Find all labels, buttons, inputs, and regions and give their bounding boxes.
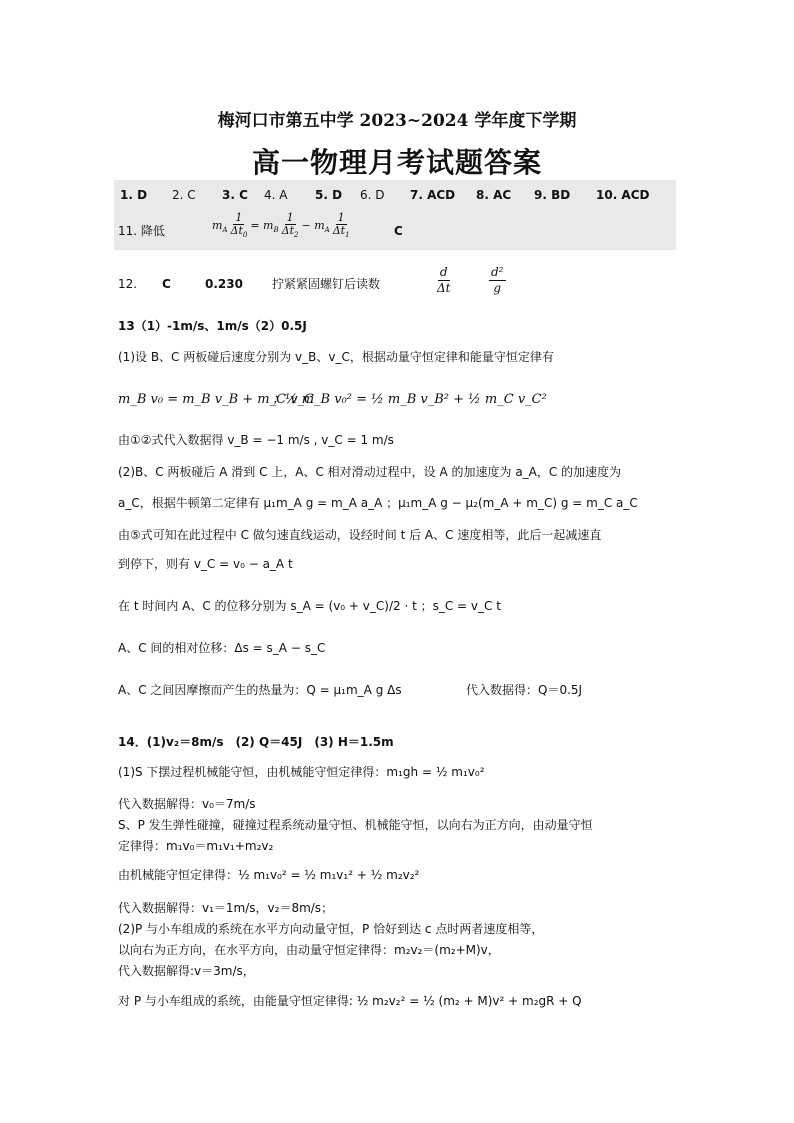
q12-answer-3: 拧紧紧固螺钉后读数 <box>272 277 381 291</box>
q14-p10: 对 P 与小车组成的系统，由能量守恒定律得: ½ m₂v₂² = ½ (m₂ + M)v² + m₂gR + Q <box>118 994 582 1008</box>
q14-p6: 代入数据解得：v₁＝1m/s，v₂＝8m/s； <box>118 901 334 915</box>
q14-summary: 14．(1)v₂＝8m/s (2) Q＝45J (3) H＝1.5m <box>118 735 394 749</box>
q13-p1: (1)设 B、C 两板碰后速度分别为 v_B、v_C，根据动量守恒定律和能量守恒定律有 <box>118 350 554 364</box>
q11-answer: C <box>394 224 403 238</box>
mc-answer-2: 2. C <box>172 188 196 202</box>
q13-p6: 到停下，则有 v_C = v₀ − a_A t <box>118 557 293 571</box>
mc-answer-4: 4. A <box>264 188 288 202</box>
mc-answer-1: 1. D <box>120 188 148 202</box>
q11-label: 11. 降低 <box>118 224 165 238</box>
mc-answer-6: 6. D <box>360 188 385 202</box>
q11-formula: $m_A$ $\frac{1}{\Delta t_0}$ = $m_B$ $\frac{1}{\Delta t_2}$ − $m_A$ $\frac{1}{\Delta t_1}$ <box>212 211 350 240</box>
q14-p9: 代入数据解得:v＝3m/s， <box>118 964 255 978</box>
q14-p4: 定律得：m₁v₀＝m₁v₁+m₂v₂ <box>118 839 274 853</box>
answer-box <box>114 180 676 250</box>
q13-eq1b: ；½ m_B v₀² = ½ m_B v_B² + ½ m_C v_C² <box>272 392 547 407</box>
q13-eq1: m_B v₀ = m_B v_B + m_C v_C <box>118 392 314 407</box>
q13-summary: 13（1）-1m/s、1m/s（2）0.5J <box>118 319 307 333</box>
q13-p3: (2)B、C 两板碰后 A 滑到 C 上，A、C 相对滑动过程中，设 A 的加速度为 a_A，C 的加速度为 <box>118 465 622 479</box>
q13-p5: 由⑤式可知在此过程中 C 做匀速直线运动，设经时间 t 后 A、C 速度相等，此后一起减速直 <box>118 528 602 542</box>
q14-p1: (1)S 下摆过程机械能守恒，由机械能守恒定律得：m₁gh = ½ m₁v₀² <box>118 765 485 779</box>
q12-fraction-1: $\frac{d}{\Delta t}$ <box>437 265 451 295</box>
q12-answer-1: C <box>162 277 171 291</box>
mc-answer-10: 10. ACD <box>596 188 650 202</box>
q12-fraction-2: $\frac{\text{d²}}{g}$ <box>491 265 504 295</box>
page-title-line2: 高一物理月考试题答案 <box>251 146 542 179</box>
q14-p3: S、P 发生弹性碰撞，碰撞过程系统动量守恒、机械能守恒，以向右为正方向，由动量守恒 <box>118 818 593 832</box>
q12-answer-2: 0.230 <box>205 277 243 291</box>
q13-p8: A、C 间的相对位移：Δs = s_A − s_C <box>118 641 326 655</box>
q14-p5: 由机械能守恒定律得：½ m₁v₀² = ½ m₁v₁² + ½ m₂v₂² <box>118 868 420 882</box>
q13-p2: 由①②式代入数据得 v_B = −1 m/s , v_C = 1 m/s <box>118 433 394 447</box>
q14-p8: 以向右为正方向，在水平方向，由动量守恒定律得：m₂v₂＝(m₂+M)v， <box>118 943 500 957</box>
q12-label: 12. <box>118 277 138 291</box>
q13-p9b: 代入数据得：Q＝0.5J <box>466 683 583 697</box>
q13-p4: a_C，根据牛顿第二定律有 μ₁m_A g = m_A a_A ；μ₁m_A g − μ₂(m_A + m_C) g = m_C a_C <box>118 496 638 510</box>
q13-p7: 在 t 时间内 A、C 的位移分别为 s_A = (v₀ + v_C)/2 · t ；s_C = v_C t <box>118 599 501 613</box>
mc-answer-9: 9. BD <box>534 188 571 202</box>
q14-p7: (2)P 与小车组成的系统在水平方向动量守恒，P 恰好到达 c 点时两者速度相等， <box>118 922 544 936</box>
page-title-line1: 梅河口市第五中学 2023~2024 学年度下学期 <box>217 111 577 131</box>
q14-p2: 代入数据解得：v₀＝7m/s <box>118 797 256 811</box>
mc-answer-3: 3. C <box>222 188 248 202</box>
mc-answer-8: 8. AC <box>476 188 512 202</box>
q13-p9: A、C 之间因摩擦而产生的热量为：Q = μ₁m_A g Δs <box>118 683 402 697</box>
mc-answer-5: 5. D <box>315 188 343 202</box>
mc-answer-7: 7. ACD <box>410 188 456 202</box>
